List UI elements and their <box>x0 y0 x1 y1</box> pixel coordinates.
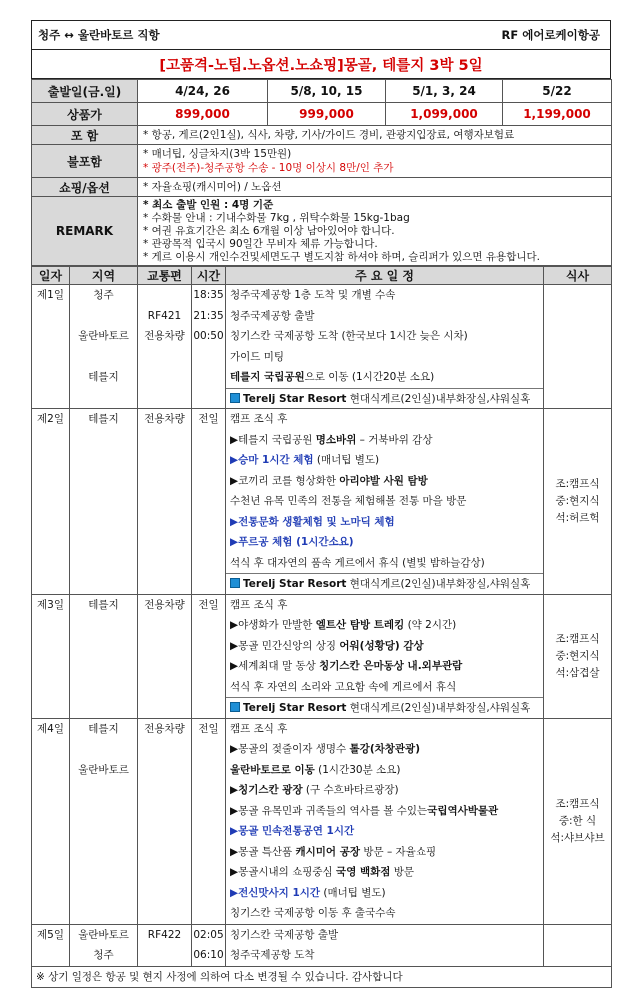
remark-line: * 게르 이용시 개인수건및세면도구 별도지참 하셔야 하며, 슬리퍼가 있으면 유용합니다. <box>143 250 540 263</box>
plan-line: 석식 후 자연의 소리와 고요함 속에 게르에서 휴식 <box>230 680 457 693</box>
plan-line: 칭기스칸 국제공항 이동 후 출국수속 <box>230 907 396 919</box>
price-value: 1,199,000 <box>503 103 612 126</box>
product-title <box>31 49 611 79</box>
col-time: 시간 <box>192 267 226 285</box>
remark-line: * 수화물 안내 : 기내수화물 7kg , 위탁수화물 15kg-1bag <box>143 211 410 224</box>
include-text: * 항공, 게르(2인1실), 식사, 차량, 기사/가이드 경비, 관광지입장료, 여행자보험료 <box>138 126 612 145</box>
title-rest: 몽골, 테를지 3박 5일 <box>343 57 483 74</box>
col-plan: 주 요 일 정 <box>226 267 544 285</box>
remark-text <box>138 197 612 266</box>
hotel-icon <box>230 393 240 403</box>
departure-row <box>32 80 612 103</box>
region-cell: 테를지 울란바토르 <box>70 718 138 924</box>
time-cell: 전일 <box>192 409 226 595</box>
plan-line: ▶전통문화 생활체험 및 노마딕 체험 <box>230 515 395 528</box>
exclude-line: * 매너팁, 싱글차지(3박 15만원) <box>143 148 292 160</box>
transport-cell: 전용차량 <box>138 409 192 595</box>
plan-line: 청주국제공항 1층 도착 및 개별 수속 <box>230 289 396 301</box>
col-day: 일자 <box>32 267 70 285</box>
departure-date: 4/24, 26 <box>138 80 268 103</box>
price-value: 1,099,000 <box>386 103 503 126</box>
plan-line: 청주국제공항 도착 <box>230 949 315 961</box>
hotel-icon <box>230 702 240 712</box>
plan-line: 가이드 미팅 <box>230 350 285 363</box>
region-cell: 울란바토르 청주 <box>70 924 138 966</box>
flight-header <box>31 20 611 49</box>
price-label: 상품가 <box>32 103 138 126</box>
plan-cell <box>226 594 544 718</box>
price-value: 999,000 <box>268 103 386 126</box>
exclude-row <box>32 145 612 178</box>
exclude-text <box>138 145 612 178</box>
itinerary-page <box>31 20 611 988</box>
remark-label: REMARK <box>32 197 138 266</box>
day-row <box>32 409 612 595</box>
plan-line: 캠프 조식 후 <box>230 598 288 611</box>
departure-label: 출발일(금.일) <box>32 80 138 103</box>
exclude-line-red: * 광주(전주)-청주공항 수송 - 10명 이상시 8만/인 추가 <box>143 162 394 174</box>
plan-cell <box>226 924 544 966</box>
plan-line: ▶승마 1시간 체험 (매너팁 별도) <box>230 454 380 466</box>
transport-cell: RF421 전용차량 <box>138 285 192 409</box>
plan-line: 캠프 조식 후 <box>230 722 288 735</box>
meal-cell: 조:캠프식 중:한 식 석:샤브샤브 <box>544 718 612 924</box>
plan-line: 석식 후 대자연의 품속 게르에서 휴식 (별빛 밤하늘감상) <box>230 556 485 569</box>
remark-line: * 여권 유효기간은 최소 6개월 이상 남아있어야 합니다. <box>143 224 395 237</box>
plan-line: ▶코끼리 코를 형상화한 아리야발 사원 탐방 <box>230 474 428 487</box>
exclude-label: 불포함 <box>32 145 138 178</box>
day-cell: 제3일 <box>32 594 70 718</box>
col-meal: 식사 <box>544 267 612 285</box>
transport-cell: 전용차량 <box>138 718 192 924</box>
price-row <box>32 103 612 126</box>
plan-line: 칭기스칸 국제공항 출발 <box>230 928 339 941</box>
meal-cell <box>544 924 612 966</box>
departure-date: 5/1, 3, 24 <box>386 80 503 103</box>
plan-line: 캠프 조식 후 <box>230 413 288 425</box>
remark-line: * 관광목적 입국시 90일간 무비자 체류 가능합니다. <box>143 237 378 250</box>
region-cell: 테를지 <box>70 594 138 718</box>
day-row <box>32 924 612 966</box>
include-row <box>32 126 612 145</box>
title-prefix: [고품격-노팁.노옵션.노쇼핑] <box>159 57 344 74</box>
shopping-text: * 자율쇼핑(캐시미어) / 노옵션 <box>138 178 612 197</box>
time-cell: 전일 <box>192 718 226 924</box>
remark-line: * 최소 출발 인원 : 4명 기준 <box>143 198 274 211</box>
day-cell: 제2일 <box>32 409 70 595</box>
region-cell: 청주 울란바토르 테를지 <box>70 285 138 409</box>
plan-line: ▶몽골시내의 쇼핑중심 국영 백화점 방문 <box>230 866 415 878</box>
plan-line: ▶전신맛사지 1시간 (매너팁 별도) <box>230 886 386 899</box>
departure-date: 5/22 <box>503 80 612 103</box>
departure-date: 5/8, 10, 15 <box>268 80 386 103</box>
plan-line: ▶푸르공 체험 (1시간소요) <box>230 536 354 548</box>
plan-line: 수천년 유목 민족의 전통을 체험해볼 전통 마을 방문 <box>230 495 467 507</box>
day-row <box>32 718 612 924</box>
shopping-label: 쇼핑/옵션 <box>32 178 138 197</box>
plan-line: ▶세계최대 말 동상 칭기스칸 은마동상 내.외부관람 <box>230 660 463 672</box>
plan-line: ▶몽골 특산품 캐시미어 공장 방문 – 자율쇼핑 <box>230 845 437 858</box>
plan-line: 울란바토르로 이동 (1시간30분 소요) <box>230 763 401 776</box>
plan-line: ▶야생화가 만발한 엘트산 탐방 트레킹 (약 2시간) <box>230 619 457 631</box>
shopping-row <box>32 178 612 197</box>
plan-line: ▶몽골 유목민과 귀족들의 역사를 볼 수있는국립역사박물관 <box>230 804 499 817</box>
day-row <box>32 285 612 409</box>
carrier-text: RF 에어로케이항공 <box>501 28 600 42</box>
day-cell: 제4일 <box>32 718 70 924</box>
price-value: 899,000 <box>138 103 268 126</box>
schedule-header-row <box>32 267 612 285</box>
plan-line: 테를지 국립공원으로 이동 (1시간20분 소요) <box>230 371 435 383</box>
plan-line: ▶몽골 민속전통공연 1시간 <box>230 825 355 837</box>
plan-cell <box>226 285 544 409</box>
plan-line: ▶테를지 국립공원 명소바위 – 거북바위 감상 <box>230 433 433 446</box>
day-cell: 제5일 <box>32 924 70 966</box>
plan-line: ▶칭기스칸 광장 (구 수흐바타르광장) <box>230 784 399 796</box>
footer-row <box>32 966 612 987</box>
hotel-line: Terelj Star Resort 현대식게르(2인실)내부화장실,샤워실혹 <box>226 388 543 409</box>
hotel-line: Terelj Star Resort 현대식게르(2인실)내부화장실,샤워실혹 <box>226 573 543 594</box>
transport-cell: 전용차량 <box>138 594 192 718</box>
transport-cell: RF422 <box>138 924 192 966</box>
schedule-table <box>31 266 612 988</box>
time-cell: 전일 <box>192 594 226 718</box>
hotel-line: Terelj Star Resort 현대식게르(2인실)내부화장실,샤워실혹 <box>226 697 543 718</box>
plan-cell <box>226 409 544 595</box>
plan-cell <box>226 718 544 924</box>
remark-row <box>32 197 612 266</box>
region-cell: 테를지 <box>70 409 138 595</box>
time-cell: 18:35 21:35 00:50 <box>192 285 226 409</box>
time-cell: 02:05 06:10 <box>192 924 226 966</box>
plan-line: ▶몽골의 젖줄이자 생명수 톨강(차창관광) <box>230 743 420 755</box>
plan-line: 칭기스칸 국제공항 도착 (한국보다 1시간 늦은 시차) <box>230 330 468 342</box>
include-label: 포 함 <box>32 126 138 145</box>
day-row <box>32 594 612 718</box>
day-cell: 제1일 <box>32 285 70 409</box>
product-info-table <box>31 79 612 266</box>
meal-cell <box>544 285 612 409</box>
footer-note: ※ 상기 일정은 항공 및 현지 사정에 의하여 다소 변경될 수 있습니다. 감사합니다 <box>32 966 612 987</box>
meal-cell: 조:캠프식 중:현지식 석:허르헉 <box>544 409 612 595</box>
meal-cell: 조:캠프식 중:현지식 석:삼겹살 <box>544 594 612 718</box>
col-transport: 교통편 <box>138 267 192 285</box>
hotel-icon <box>230 578 240 588</box>
route-text: 청주 ↔ 울란바토르 직항 <box>38 28 160 42</box>
col-region: 지역 <box>70 267 138 285</box>
plan-line: ▶몽골 민간신앙의 상징 어워(성황당) 감상 <box>230 639 424 652</box>
plan-line: 청주국제공항 출발 <box>230 309 315 322</box>
